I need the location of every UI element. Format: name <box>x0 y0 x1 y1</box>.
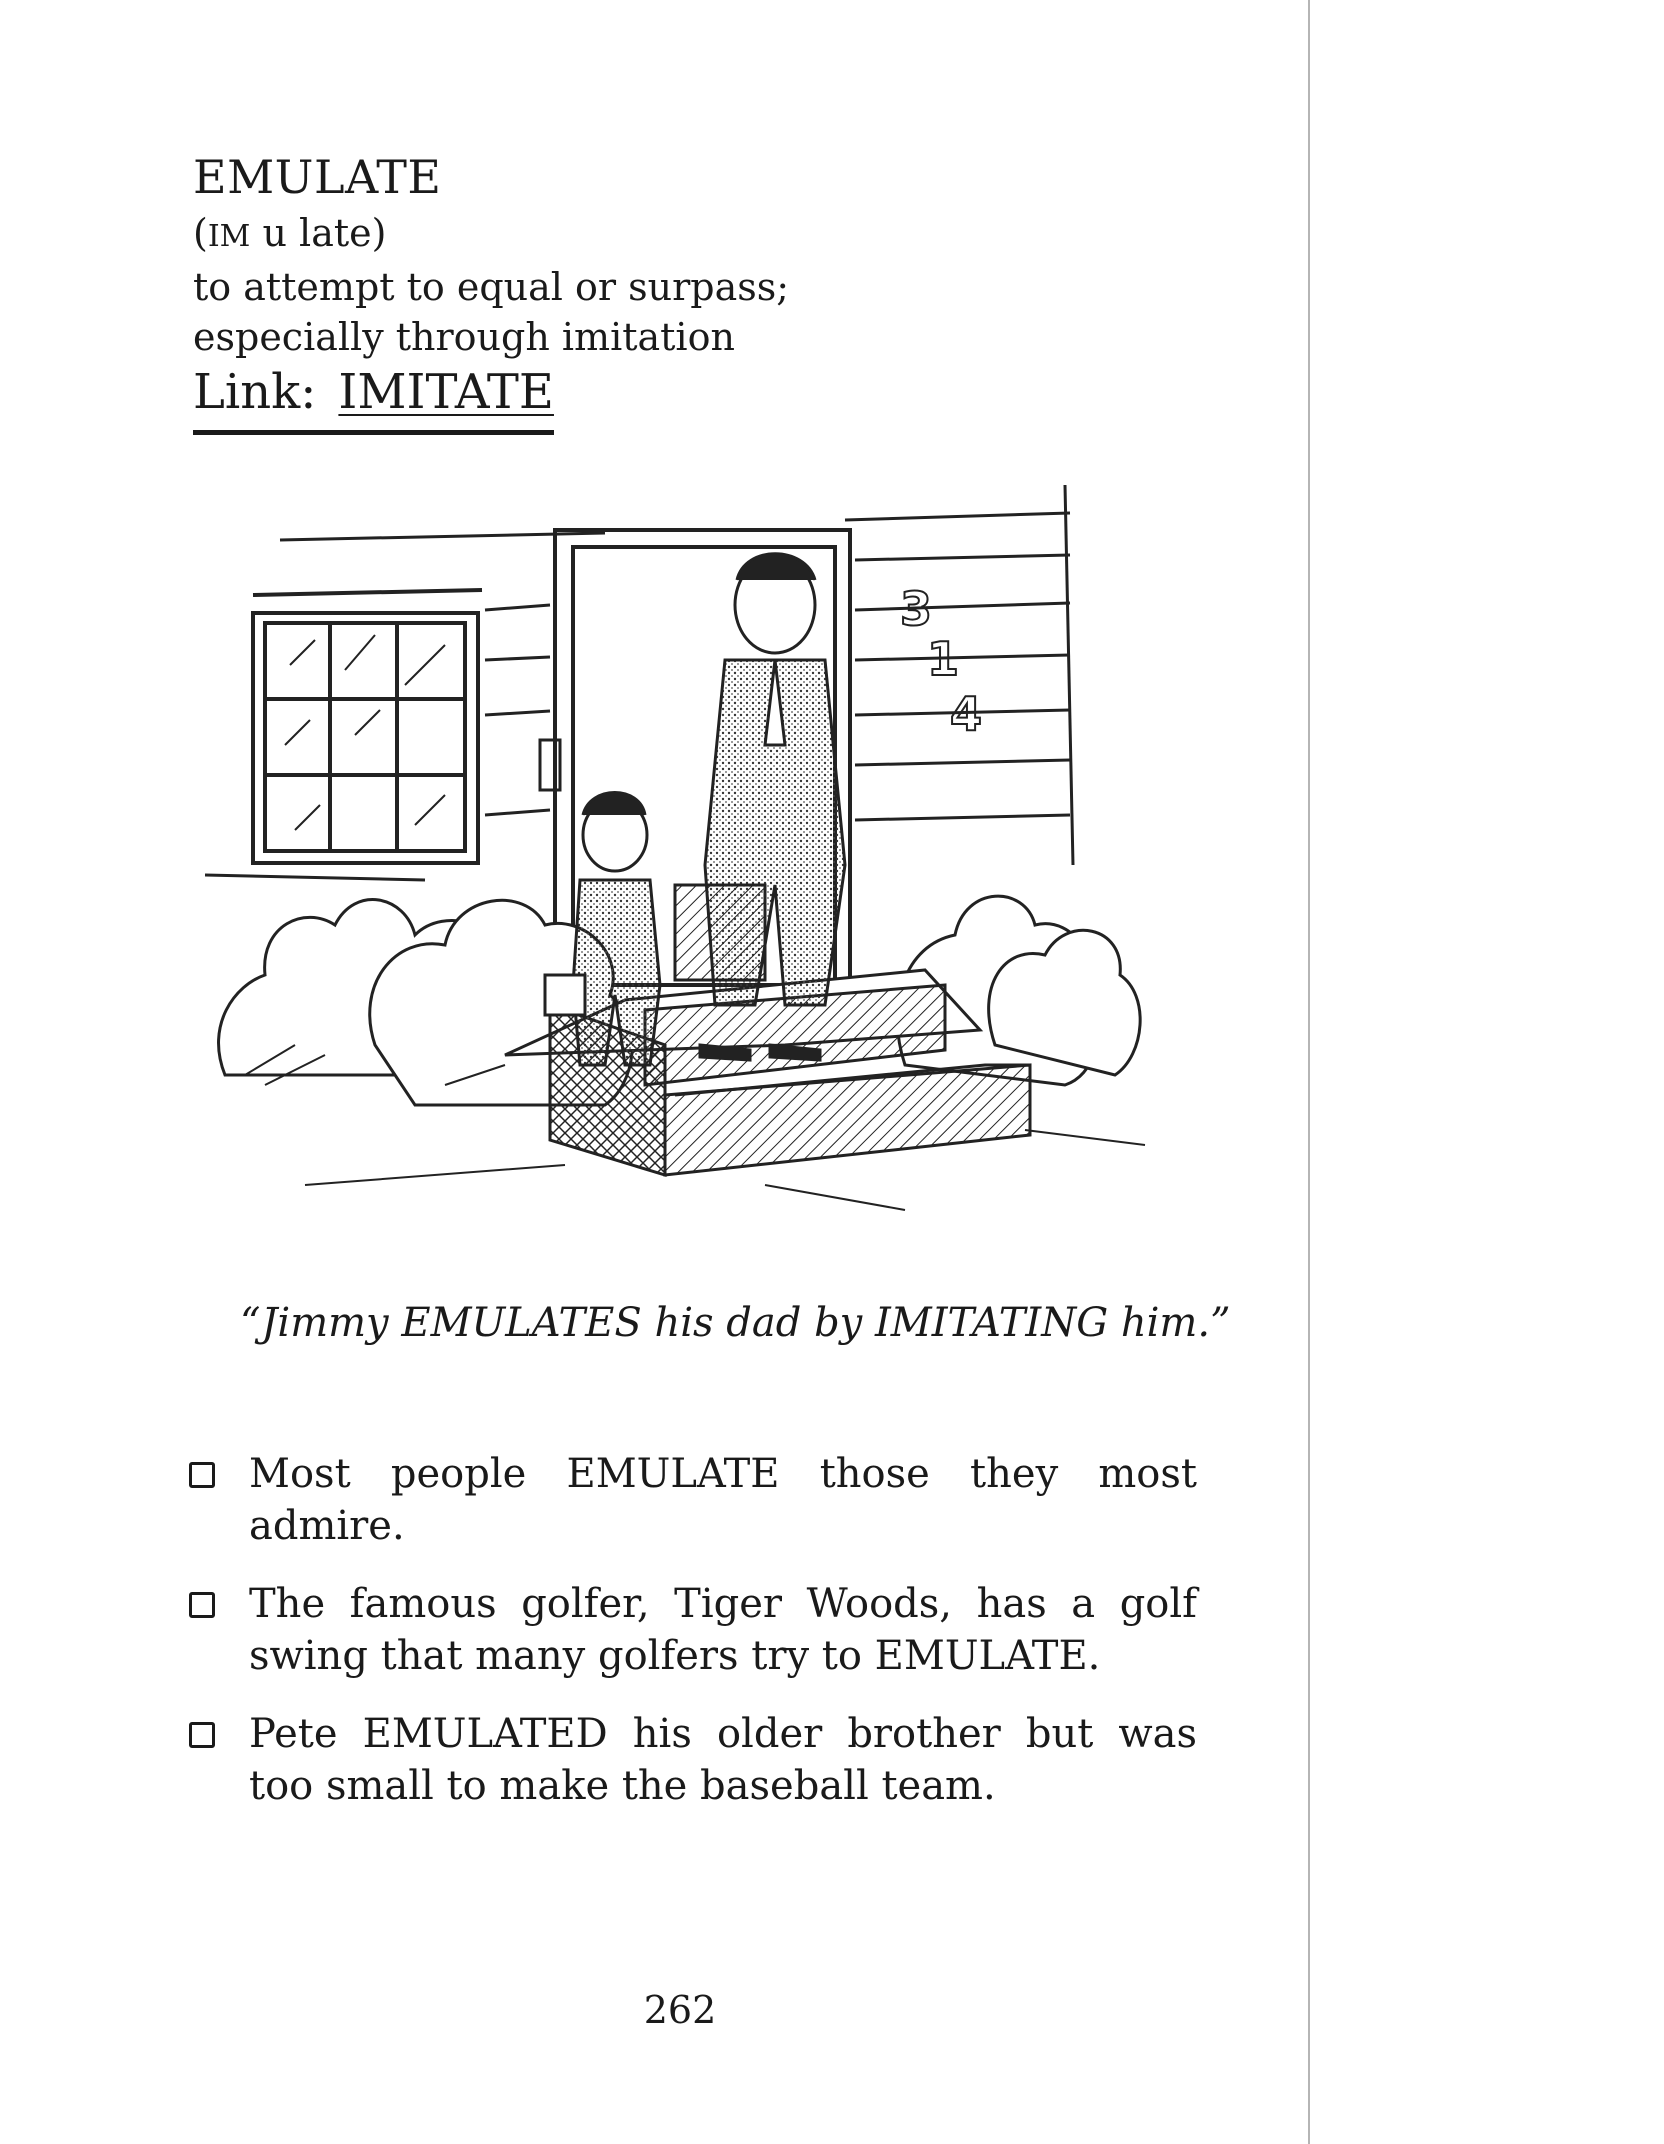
list-item <box>187 1708 1197 1812</box>
list-item <box>187 1448 1197 1552</box>
link-line <box>193 362 554 435</box>
pronunciation-stress: IM <box>207 219 251 254</box>
definition-line-2: especially through imitation <box>193 315 735 359</box>
house-number-digit: 3 <box>900 582 933 636</box>
example-sentences <box>187 1448 1197 1838</box>
checkbox-icon <box>189 1722 215 1748</box>
house-number-digit: 1 <box>927 632 960 686</box>
definition-line-1: to attempt to equal or surpass; <box>193 265 790 309</box>
example-text: Most people EMULATE those they most admire. <box>249 1451 1197 1549</box>
house-siding <box>205 485 1073 935</box>
page-number: 262 <box>643 1988 717 2032</box>
illustration-caption: “Jimmy EMULATES his dad by IMITATING him.” <box>240 1300 1231 1346</box>
pronunciation-open: ( <box>193 211 208 255</box>
page-edge-rule <box>1308 0 1310 2144</box>
list-item <box>187 1578 1197 1682</box>
vocabulary-entry <box>193 146 789 435</box>
headword: EMULATE <box>193 150 442 204</box>
house-number-digit: 4 <box>950 687 983 741</box>
link-word: IMITATE <box>338 364 554 420</box>
cartoon-illustration <box>205 485 1165 1295</box>
checkbox-icon <box>189 1462 215 1488</box>
pronunciation-rest: u late) <box>250 211 387 255</box>
link-label: Link: <box>193 364 317 420</box>
window <box>253 590 482 863</box>
checkbox-icon <box>189 1592 215 1618</box>
example-text: The famous golfer, Tiger Woods, has a golf swing that many golfers try to EMULATE. <box>249 1581 1197 1679</box>
pronunciation <box>193 208 789 262</box>
example-text: Pete EMULATED his older brother but was too small to make the baseball team. <box>249 1711 1197 1809</box>
